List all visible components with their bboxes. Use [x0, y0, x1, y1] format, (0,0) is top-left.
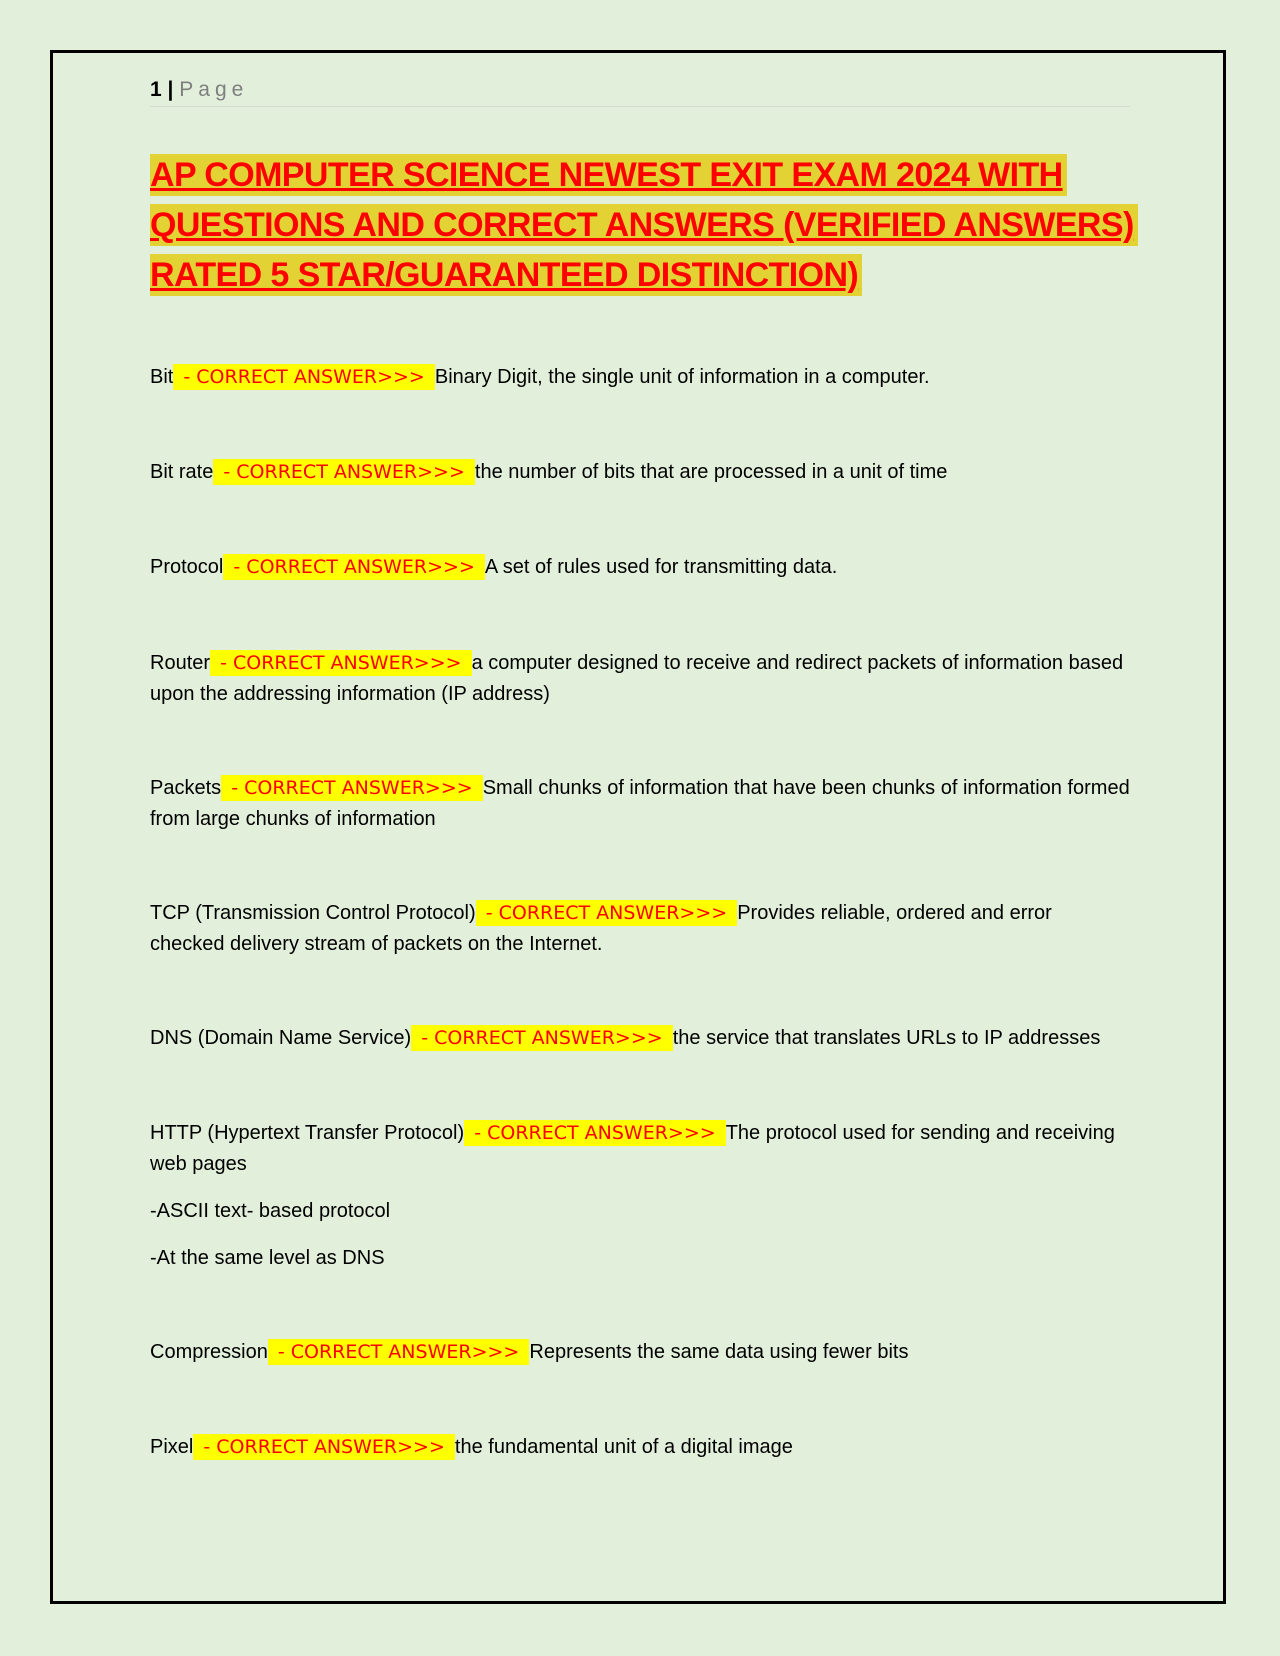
http-note-dns-level: -At the same level as DNS — [150, 1247, 385, 1269]
answer-tag: - CORRECT ANSWER>>> — [411, 1025, 673, 1051]
entry-term: Compression — [150, 1341, 268, 1363]
entry-term: Protocol — [150, 556, 224, 578]
answer-tag: - CORRECT ANSWER>>> — [464, 1120, 726, 1146]
entry-definition: Binary Digit, the single unit of information in a computer. — [434, 366, 930, 388]
entry-definition: the service that translates URLs to IP addresses — [672, 1027, 1101, 1049]
http-note-ascii: -ASCII text- based protocol — [150, 1200, 391, 1222]
qa-entry-pixel — [150, 1432, 1130, 1463]
qa-entry-bit — [150, 362, 1130, 393]
entry-term: Bit — [150, 366, 174, 388]
entry-definition: Represents the same data using fewer bits — [529, 1341, 909, 1363]
qa-entry-protocol — [150, 552, 1130, 583]
answer-tag: - CORRECT ANSWER>>> — [221, 775, 483, 801]
qa-entry-http — [150, 1118, 1130, 1180]
entry-term: Bit rate — [150, 461, 214, 483]
answer-tag: - CORRECT ANSWER>>> — [268, 1339, 530, 1365]
entry-term: HTTP (Hypertext Transfer Protocol) — [150, 1122, 465, 1144]
entry-definition: the fundamental unit of a digital image — [454, 1436, 793, 1458]
document-title — [150, 150, 1150, 300]
answer-tag: - CORRECT ANSWER>>> — [223, 554, 485, 580]
entry-term: Pixel — [150, 1436, 194, 1458]
page-number: 1 — [150, 78, 162, 101]
answer-tag: - CORRECT ANSWER>>> — [476, 900, 738, 926]
qa-entry-compression — [150, 1337, 1130, 1368]
document-title-text: AP COMPUTER SCIENCE NEWEST EXIT EXAM 2024 WITH QUESTIONS AND CORRECT ANSWERS (VERIFIED ANSWERS) RATED 5 STAR/GUARANTEED DISTINCTION) — [150, 154, 1138, 296]
entry-term: DNS (Domain Name Service) — [150, 1027, 412, 1049]
qa-entry-router — [150, 648, 1130, 710]
entry-definition: the number of bits that are processed in a unit of time — [474, 461, 948, 483]
answer-tag: - CORRECT ANSWER>>> — [173, 364, 435, 390]
page-label: Page — [179, 78, 249, 101]
answer-tag: - CORRECT ANSWER>>> — [213, 459, 475, 485]
entry-definition: Provides reliable, ordered and error checked delivery stream of packets on the Internet. — [150, 902, 1052, 955]
page-separator: | — [167, 78, 174, 101]
entry-term: Router — [150, 652, 211, 674]
page-header — [150, 76, 1130, 107]
entry-definition: A set of rules used for transmitting data. — [484, 556, 838, 578]
entry-definition: a computer designed to receive and redirect packets of information based upon the addressing information (IP address) — [150, 652, 1124, 705]
entry-term: TCP (Transmission Control Protocol) — [150, 902, 476, 924]
qa-entry-packets — [150, 773, 1130, 835]
entry-definition: Small chunks of information that have been chunks of information formed from large chunks of information — [150, 777, 1130, 830]
answer-tag: - CORRECT ANSWER>>> — [193, 1434, 455, 1460]
qa-entry-tcp — [150, 898, 1130, 960]
entry-term: Packets — [150, 777, 222, 799]
entry-definition: The protocol used for sending and receiving web pages — [150, 1122, 1115, 1175]
qa-entry-bit-rate — [150, 457, 1130, 488]
qa-entry-dns — [150, 1023, 1130, 1054]
answer-tag: - CORRECT ANSWER>>> — [210, 650, 472, 676]
